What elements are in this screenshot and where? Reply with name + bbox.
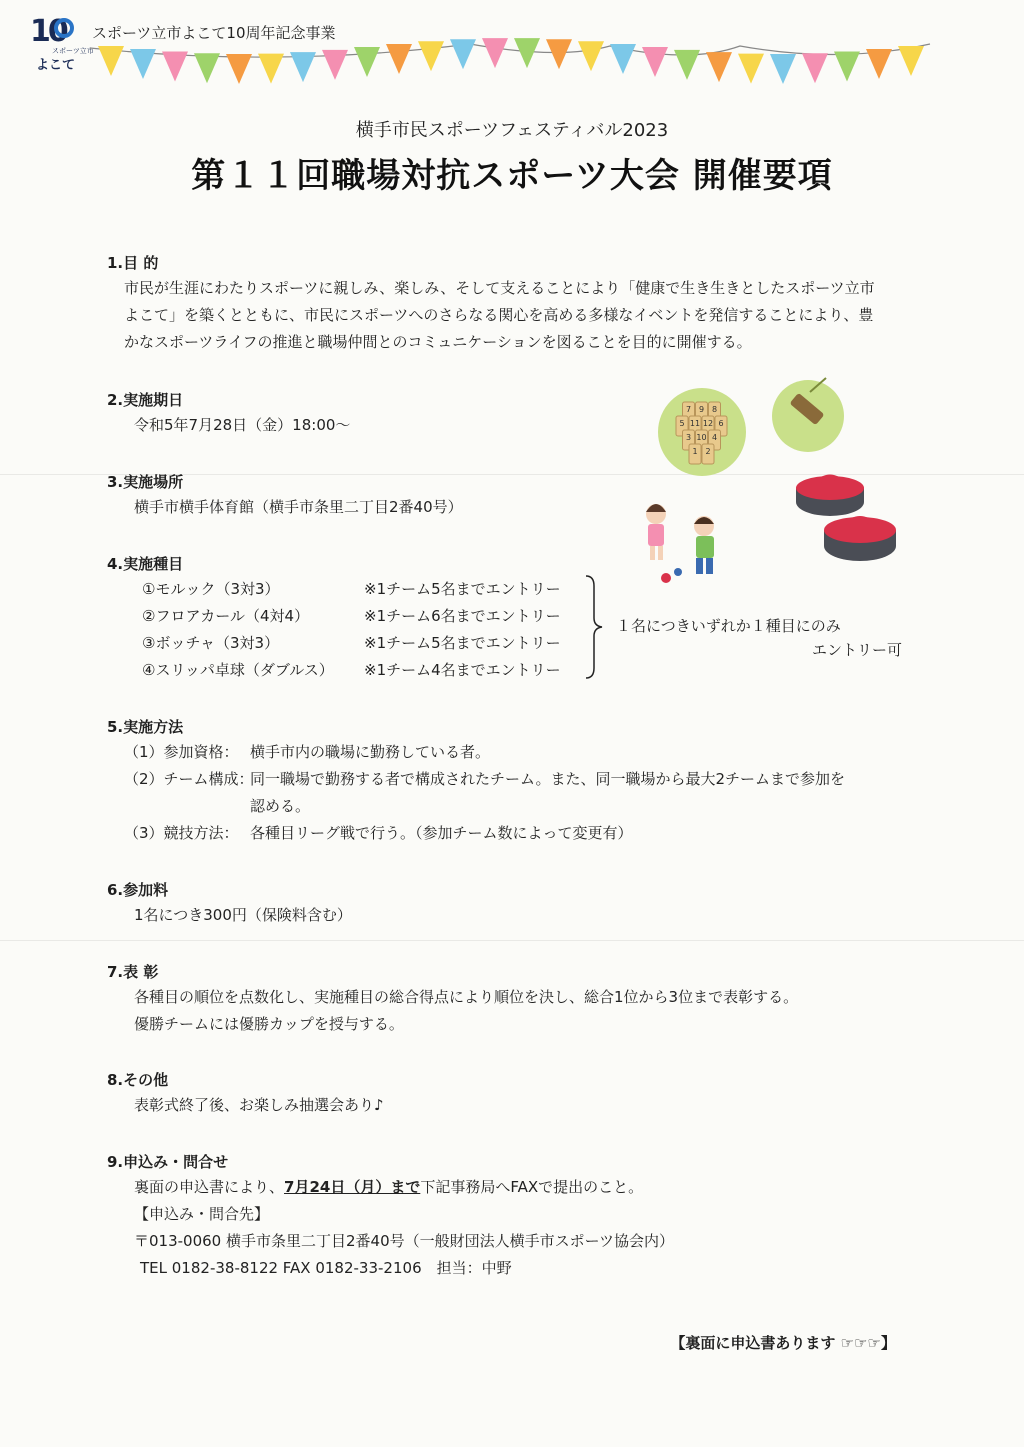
bunting-flag <box>834 51 860 81</box>
method-label-2: （2）チーム構成： <box>124 770 254 788</box>
bunting-flag <box>706 52 732 82</box>
bunting-flag <box>770 54 796 84</box>
logo-number: 10 <box>30 14 66 49</box>
section-heading-other: 8.その他 <box>107 1071 169 1089</box>
bracket-note-line-1: １名につきいずれか１種目にのみ <box>616 617 841 635</box>
other-text: 表彰式終了後、お楽しみ抽選会あり♪ <box>134 1096 384 1114</box>
section-heading-events: 4.実施種目 <box>107 555 184 573</box>
molkky-pin-number: 11 <box>689 419 701 428</box>
bunting-flag <box>738 54 764 84</box>
logo-city: よこて <box>36 58 76 73</box>
sports-illustrations <box>640 372 920 592</box>
molkky-pin-number: 5 <box>679 419 685 428</box>
bunting-flag <box>258 54 284 84</box>
bunting-flag <box>546 39 572 69</box>
section-heading-venue: 3.実施場所 <box>107 473 184 491</box>
event-note-4: ※1チーム4名までエントリー <box>364 661 561 679</box>
fee-text: 1名につき300円（保険料含む） <box>134 906 352 924</box>
method-label-3: （3）競技方法： <box>124 824 239 842</box>
awards-line-1: 各種目の順位を点数化し、実施種目の総合得点により順位を決し、総合1位から3位まで表彰する。 <box>134 988 799 1006</box>
back-page-note: 【裏面に申込書あります ☞☞☞】 <box>670 1334 896 1352</box>
bunting-flag <box>898 46 924 76</box>
molkky-pin-number: 2 <box>705 447 711 456</box>
molkky-pin-number: 1 <box>692 447 698 456</box>
date-text: 令和5年7月28日（金）18:00～ <box>134 416 351 434</box>
method-text-3: 各種目リーグ戦で行う。（参加チーム数によって変更有） <box>250 824 633 842</box>
children-illustration <box>646 504 714 583</box>
molkky-pin-number: 3 <box>685 433 692 442</box>
deadline-highlight: 7月24日（月）まで <box>284 1178 421 1196</box>
bunting-flag <box>418 41 444 71</box>
method-text-2: 同一職場で勤務する者で構成されたチーム。また、同一職場から最大2チームまで参加を <box>250 770 845 788</box>
contact-phone: TEL 0182-38-8122 FAX 0182-33-2106 担当：中野 <box>140 1259 512 1277</box>
event-note-1: ※1チーム5名までエントリー <box>364 580 561 598</box>
event-note-2: ※1チーム6名までエントリー <box>364 607 561 625</box>
bunting-flag <box>194 53 220 83</box>
event-name-4: ④スリッパ卓球（ダブルス） <box>142 661 334 679</box>
bunting-flag <box>226 54 252 84</box>
bunting-flag <box>642 47 668 77</box>
purpose-line-1: 市民が生涯にわたりスポーツに親しみ、楽しみ、そして支えることにより「健康で生き生きとしたスポーツ立市 <box>124 279 875 297</box>
bunting-flag <box>610 44 636 74</box>
purpose-line-2: よこて」を築くとともに、市民にスポーツへのさらなる関心を高める多様なイベントを発信することにより、豊 <box>124 306 874 324</box>
section-heading-fee: 6.参加料 <box>107 881 169 899</box>
main-title: 第１１回職場対抗スポーツ大会 開催要項 <box>191 156 833 196</box>
apply-line-1 <box>134 1174 643 1200</box>
molkky-pin-number: 6 <box>718 419 724 428</box>
event-name-1: ①モルック（3対3） <box>142 580 280 598</box>
bunting-flag <box>386 44 412 74</box>
section-heading-date: 2.実施期日 <box>107 391 184 409</box>
bunting-flag <box>130 49 156 79</box>
bracket-note-line-2: エントリー可 <box>812 641 903 659</box>
subtitle: 横手市民スポーツフェスティバル2023 <box>355 120 669 141</box>
event-name-2: ②フロアカール（4対4） <box>142 607 310 625</box>
logo <box>30 14 94 73</box>
event-note-3: ※1チーム5名までエントリー <box>364 634 561 652</box>
molkky-pin-number: 7 <box>685 405 692 414</box>
logo-ring-icon <box>54 18 74 38</box>
bunting-flag <box>98 46 124 76</box>
event-name-3: ③ボッチャ（3対3） <box>142 634 280 652</box>
anniversary-text: スポーツ立市よこて10周年記念事業 <box>92 24 336 42</box>
bunting-flag <box>578 41 604 71</box>
bunting-garland <box>90 34 940 94</box>
section-heading-apply: 9.申込み・問合せ <box>107 1153 229 1171</box>
section-heading-purpose: 1.目 的 <box>107 254 159 272</box>
bunting-flag <box>162 51 188 81</box>
section-heading-awards: 7.表 彰 <box>107 963 159 981</box>
method-text-2-cont: 認める。 <box>250 797 311 815</box>
bunting-flag <box>482 38 508 68</box>
bunting-flag <box>866 49 892 79</box>
section-heading-method: 5.実施方法 <box>107 718 184 736</box>
molkky-pin-number: 10 <box>696 433 707 442</box>
bunting-flag <box>802 53 828 83</box>
bunting-flag <box>450 39 476 69</box>
molkky-pin-number: 4 <box>711 433 718 442</box>
venue-text: 横手市横手体育館（横手市条里二丁目2番40号） <box>134 498 463 516</box>
bunting-flag <box>322 50 348 80</box>
brace-icon <box>584 574 604 680</box>
apply-line-1-before: 裏面の申込書により、 <box>134 1178 285 1196</box>
bunting-flag <box>674 50 700 80</box>
contact-address: 〒013-0060 横手市条里二丁目2番40号（一般財団法人横手市スポーツ協会内） <box>134 1232 675 1250</box>
logo-small-text: スポーツ立市 <box>52 47 94 55</box>
awards-line-2: 優勝チームには優勝カップを授与する。 <box>134 1015 404 1033</box>
method-text-1: 横手市内の職場に勤務している者。 <box>250 743 491 761</box>
molkky-pin-number: 8 <box>711 405 718 414</box>
apply-line-1-after: 下記事務局へFAXで提出のこと。 <box>420 1178 644 1196</box>
bunting-flag <box>354 47 380 77</box>
purpose-line-3: かなスポーツライフの推進と職場仲間とのコミュニケーションを図ることを目的に開催する。 <box>124 333 752 351</box>
bunting-flag <box>290 52 316 82</box>
molkky-pin-number: 9 <box>698 405 705 414</box>
contact-heading: 【申込み・問合先】 <box>134 1205 270 1223</box>
bunting-flag <box>514 38 540 68</box>
method-label-1: （1）参加資格： <box>124 743 239 761</box>
molkky-pin-number: 12 <box>702 419 714 428</box>
